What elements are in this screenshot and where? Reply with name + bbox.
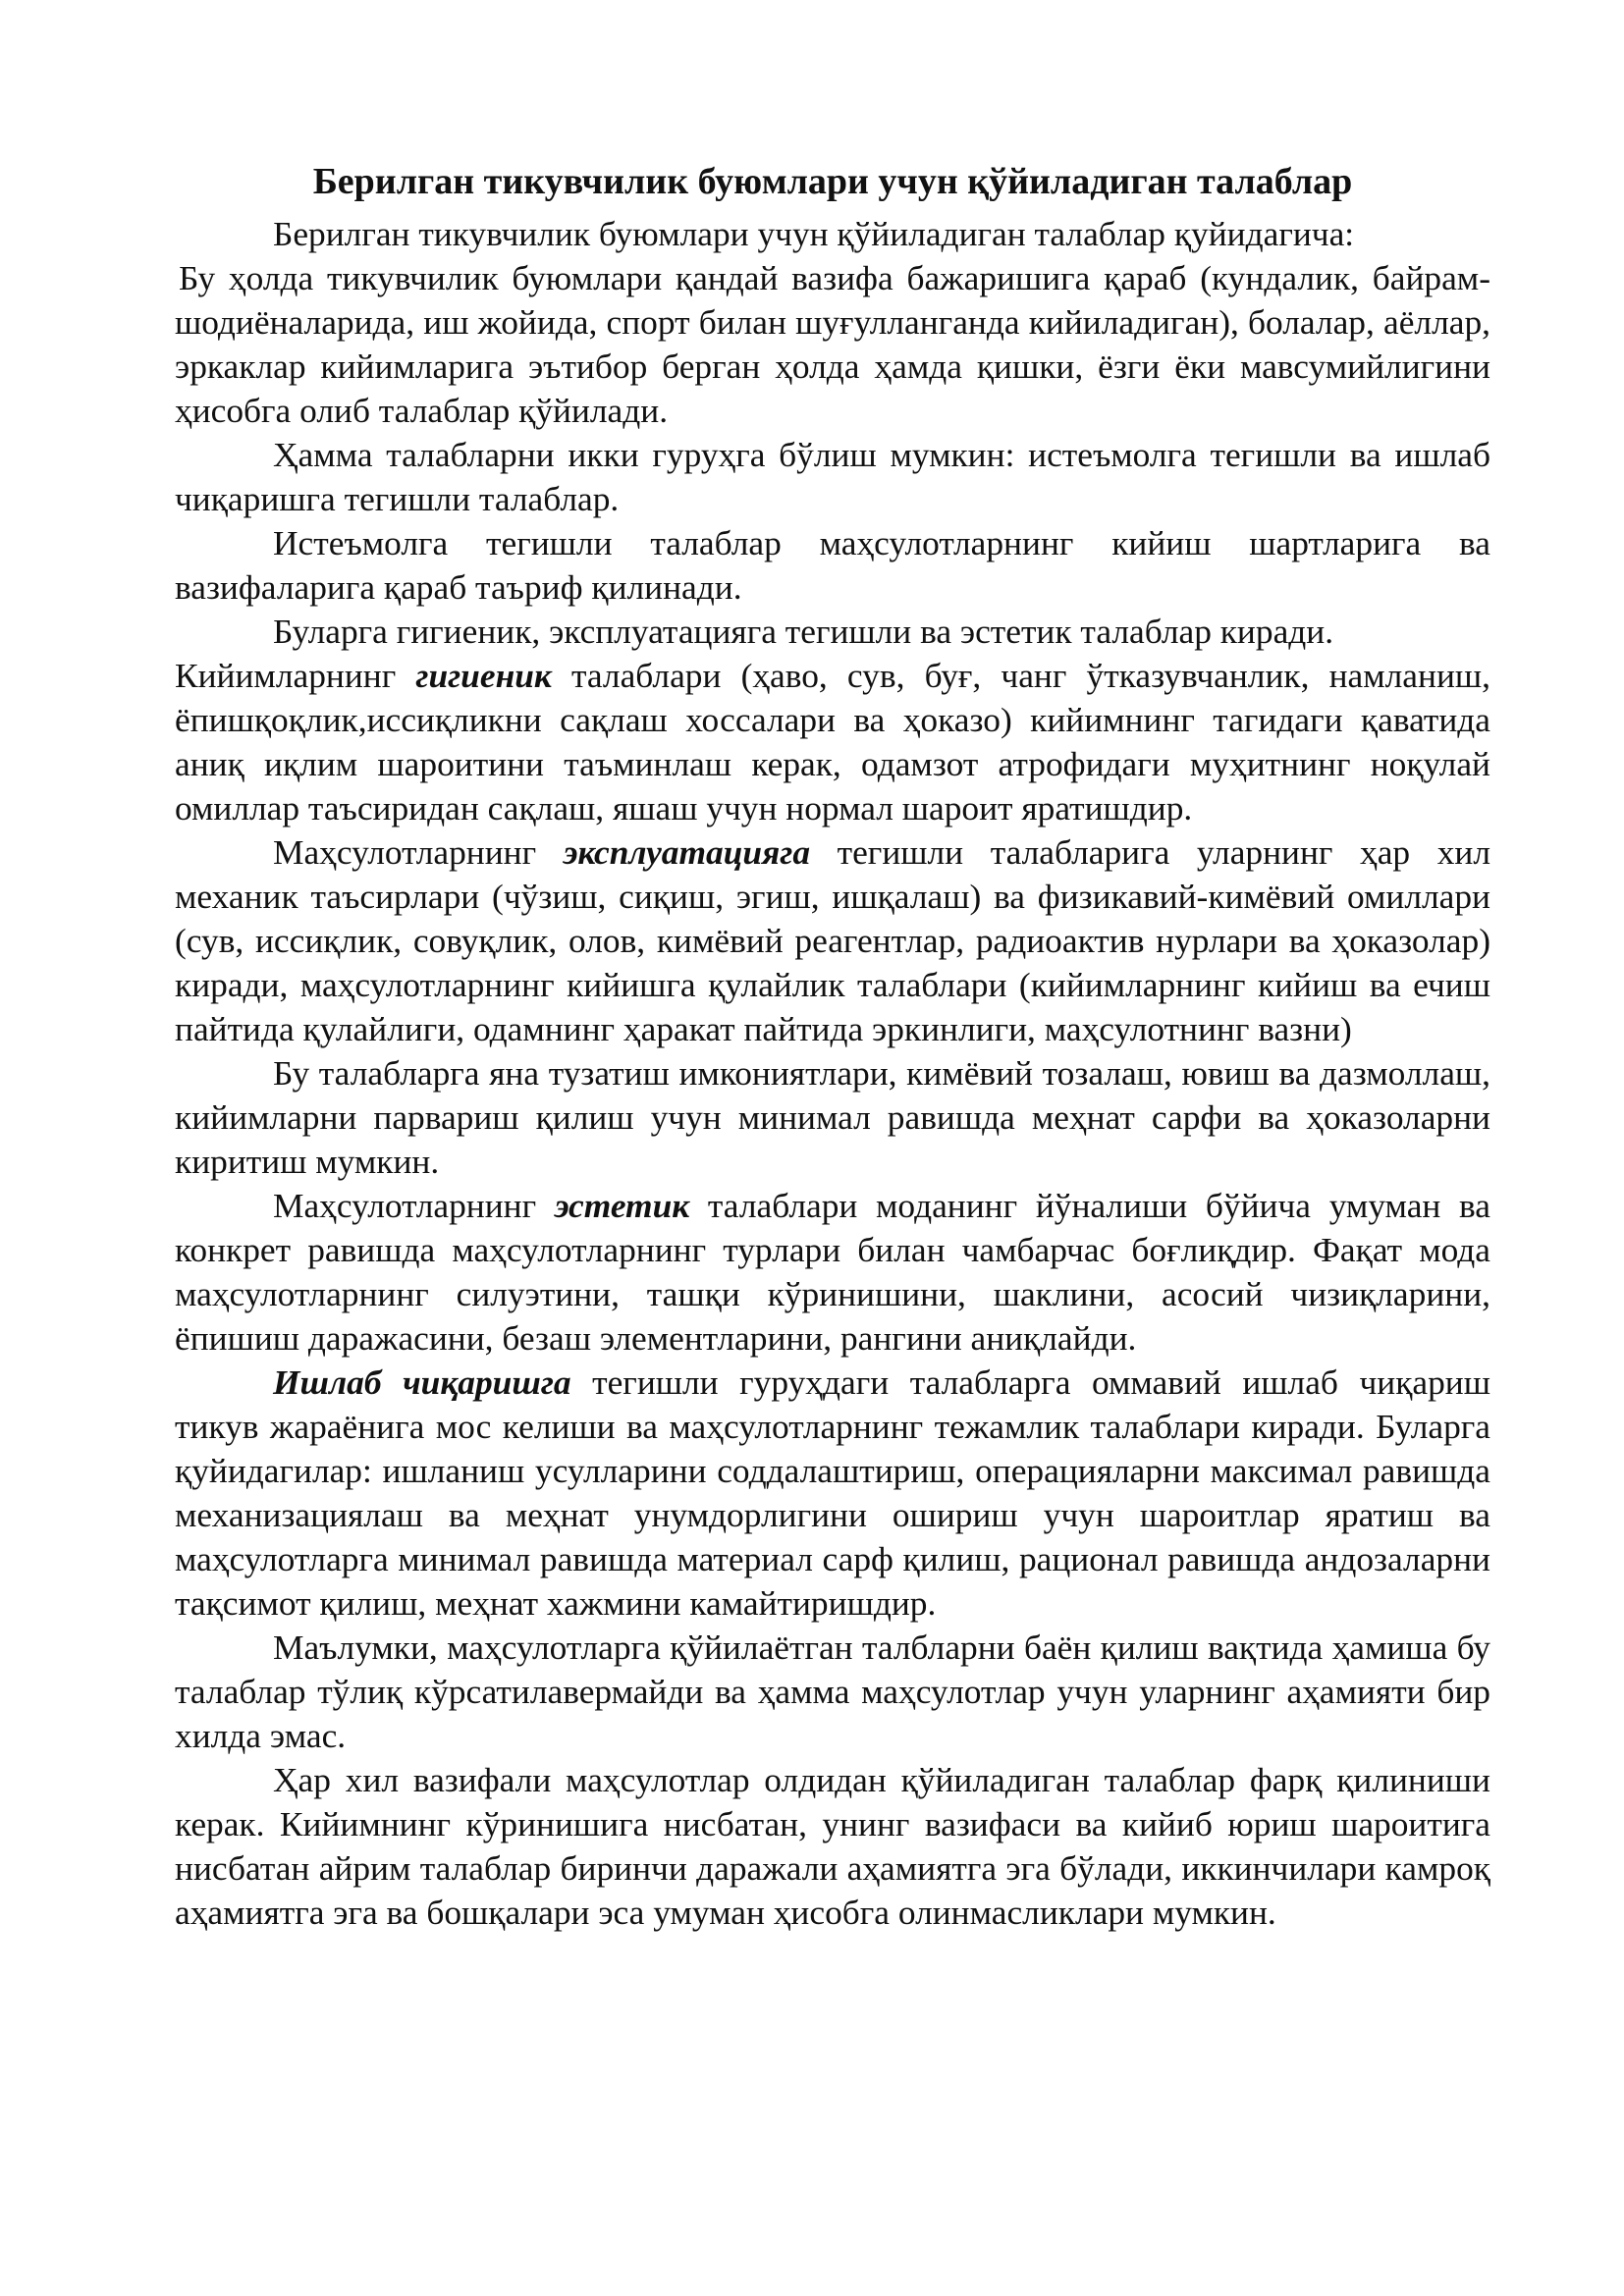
paragraph-aesthetic <box>175 1184 1490 1361</box>
paragraph-maintenance: Бу талабларга яна тузатиш имкониятлари, кимёвий тозалаш, ювиш ва дазмоллаш, кийимларни парвариш қилиш учун минимал равишда меҳнат сарфи ва ҳоказоларни киритиш мумкин. <box>175 1053 1490 1181</box>
paragraph-requirement-importance: Маълумки, маҳсулотларга қўйилаётган талбларни баён қилиш вақтида ҳамиша бу талаблар тўлиқ кўрсатилавермайди ва ҳамма маҳсулотлар учун уларнинг аҳамияти бир хилда эмас. <box>175 1628 1490 1755</box>
term-aesthetic: эстетик <box>554 1186 690 1225</box>
paragraph-operational-after: тегишли талабларига уларнинг ҳар хил механик таъсирлари (чўзиш, сиқиш, эгиш, ишқалаш) ва физикавий-кимёвий омиллари (сув, иссиқлик, совуқлик, олов, кимёвий реагентлар, радиоактив нурлари ва ҳоказолар) киради, маҳсулотларнинг кийишга қулайлик талаблари (кийимларнинг кийиш ва ечиш пайтида қулайлиги, одамнинг ҳаракат пайтида эркинлиги, маҳсулотнинг вазни) <box>175 832 1490 1048</box>
paragraph-hygienic-before: Кийимларнинг <box>175 656 416 695</box>
term-hygienic: гигиеник <box>415 656 552 695</box>
paragraph-intro: Берилган тикувчилик буюмлари учун қўйиладиган талаблар қуйидагича: <box>273 214 1355 253</box>
document-title: Берилган тикувчилик буюмлари учун қўйиладиган талаблар <box>312 161 1353 202</box>
paragraph-requirement-types: Буларга гигиеник, эксплуатацияга тегишли ва эстетик талаблар киради. <box>273 612 1334 651</box>
paragraph-hygienic <box>175 654 1490 830</box>
paragraph-different-purpose: Ҳар хил вазифали маҳсулотлар олдидан қўйиладиган талаблар фарқ қилиниши керак. Кийимнинг кўринишига нисбатан, унинг вазифаси ва кийиб юриш шароитига нисбатан айрим талаблар биринчи даражали аҳамиятга эга бўлади, иккинчилари камроқ аҳамиятга эга ва бошқалари эса умуман ҳисобга олинмасликлари мумкин. <box>175 1760 1490 1932</box>
paragraph-clothing-purpose: Бу ҳолда тикувчилик буюмлари қандай вазифа бажаришига қараб (кундалик, байрам-шодиёналарида, иш жойида, спорт билан шуғулланганда кийиладиган), болалар, аёллар, эркаклар кийимларига эътибор берган ҳолда ҳамда қишки, ёзги ёки мавсумийлигини ҳисобга олиб талаблар қўйилади. <box>175 258 1490 430</box>
paragraph-aesthetic-before: Маҳсулотларнинг <box>273 1186 555 1225</box>
paragraph-requirement-groups: Ҳамма талабларни икки гуруҳга бўлиш мумкин: истеъмолга тегишли ва ишлаб чиқаришга тегишли талаблар. <box>175 435 1490 518</box>
paragraph-hygienic-after: талаблари (ҳаво, сув, буғ, чанг ўтказувчанлик, намланиш, ёпишқоқлик,иссиқликни сақлаш хоссалари ва ҳоказо) кийимнинг тагидаги қаватида аниқ иқлим шароитини таъминлаш керак, одамзот атрофидаги муҳитнинг ноқулай омиллар таъсиридан сақлаш, яшаш учун нормал шароит яратишдир. <box>175 656 1490 828</box>
paragraph-production-after: тегишли гуруҳдаги талабларга оммавий ишлаб чиқариш тикув жараёнига мос келиши ва маҳсулотларнинг тежамлик талаблари киради. Буларга қуйидагилар: ишланиш усулларини соддалаштириш, операцияларни максимал равишда механизациялаш ва меҳнат унумдорлигини ошириш учун шароитлар яратиш ва маҳсулотларга минимал равишда материал сарф қилиш, рационал равишда андозаларни тақсимот қилиш, меҳнат хажмини камайтиришдир. <box>175 1362 1490 1623</box>
paragraph-operational-before: Маҳсулотларнинг <box>273 832 564 872</box>
paragraph-production <box>175 1361 1490 1626</box>
term-operational: эксплуатацияга <box>563 832 811 872</box>
term-production: Ишлаб чиқаришга <box>273 1362 571 1402</box>
paragraph-consumer-requirements: Истеъмолга тегишли талаблар маҳсулотларнинг кийиш шартларига ва вазифаларига қараб таъриф қилинади. <box>175 523 1490 607</box>
paragraph-aesthetic-after: талаблари моданинг йўналиши бўйича умуман ва конкрет равишда маҳсулотларнинг турлари билан чамбарчас боғлиқдир. Фақат мода маҳсулотларнинг силуэтини, ташқи кўринишини, шаклини, асосий чизиқларини, ёпишиш даражасини, безаш элементларини, рангини аниқлайди. <box>175 1186 1490 1358</box>
paragraph-operational <box>175 830 1490 1051</box>
